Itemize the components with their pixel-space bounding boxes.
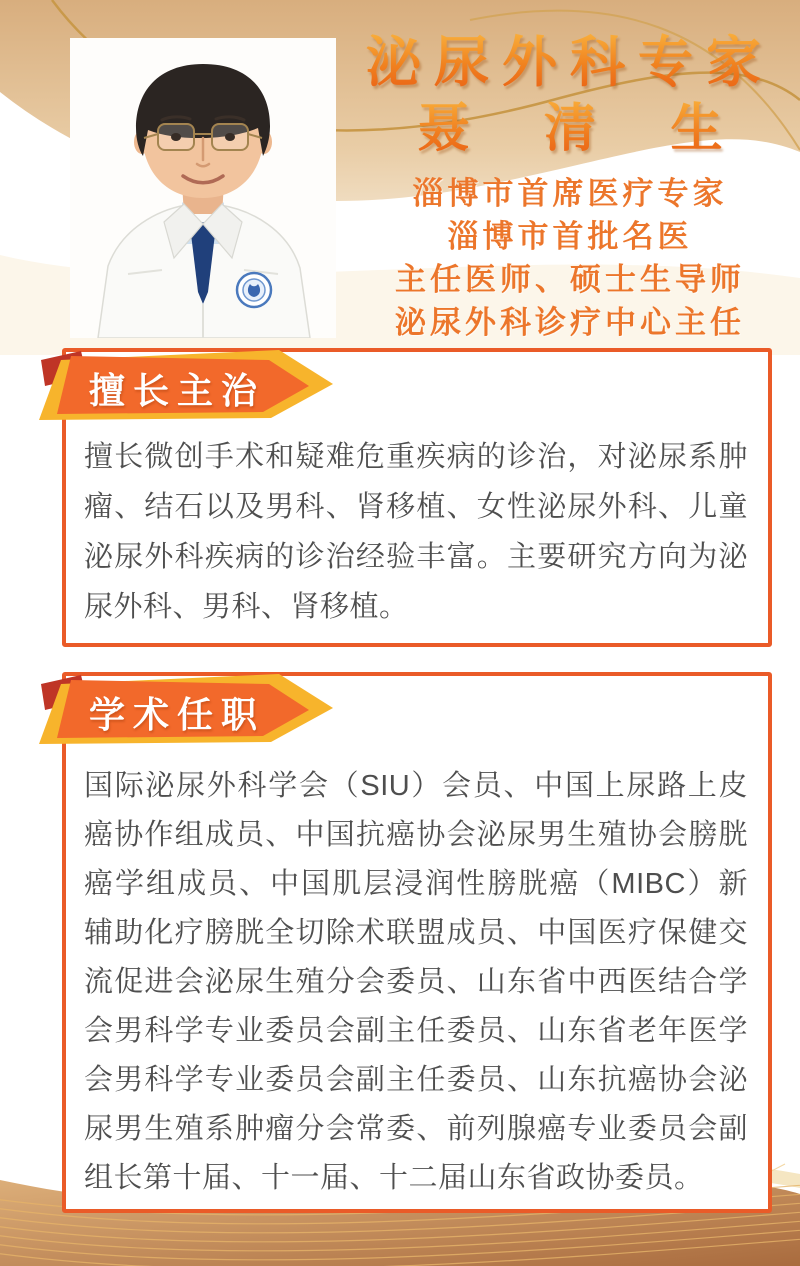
specialty-card (62, 348, 772, 647)
section-heading: 擅长主治 (89, 370, 266, 411)
page-title: 泌尿外科专家 (340, 30, 800, 94)
doctor-photo (70, 38, 336, 338)
credential-line: 淄博市首批名医 (447, 219, 693, 254)
section-heading: 学术任职 (89, 694, 266, 735)
header-text-block (340, 30, 800, 344)
specialty-body: 擅长微创手术和疑难危重疾病的诊治，对泌尿系肿瘤、结石以及男科、肾移植、女性泌尿外科、儿童泌尿外科疾病的诊治经验丰富。主要研究方向为泌尿外科、男科、肾移植。 (84, 441, 748, 623)
credential-line: 泌尿外科诊疗中心主任 (395, 305, 745, 340)
academic-body: 国际泌尿外科学会（SIU）会员、中国上尿路上皮癌协作组成员、中国抗癌协会泌尿男生殖协会膀胱癌学组成员、中国肌层浸润性膀胱癌（MIBC）新辅助化疗膀胱全切除术联盟成员、中国医疗保健交流促进会泌尿生殖分会委员、山东省中西医结合学会男科学专业委员会副主任委员、山东省老年医学会男科学专业委员会副主任委员、山东抗癌协会泌尿男生殖系肿瘤分会常委、前列腺癌专业委员会副组长第十届、十一届、十二届山东省政协委员。 (84, 770, 748, 1194)
credential-line: 主任医师、硕士生导师 (395, 262, 745, 297)
academic-card (62, 672, 772, 1213)
doctor-name: 聂 清 生 (340, 98, 800, 160)
credentials-list (340, 172, 800, 344)
credential-line: 淄博市首席医疗专家 (412, 176, 728, 211)
